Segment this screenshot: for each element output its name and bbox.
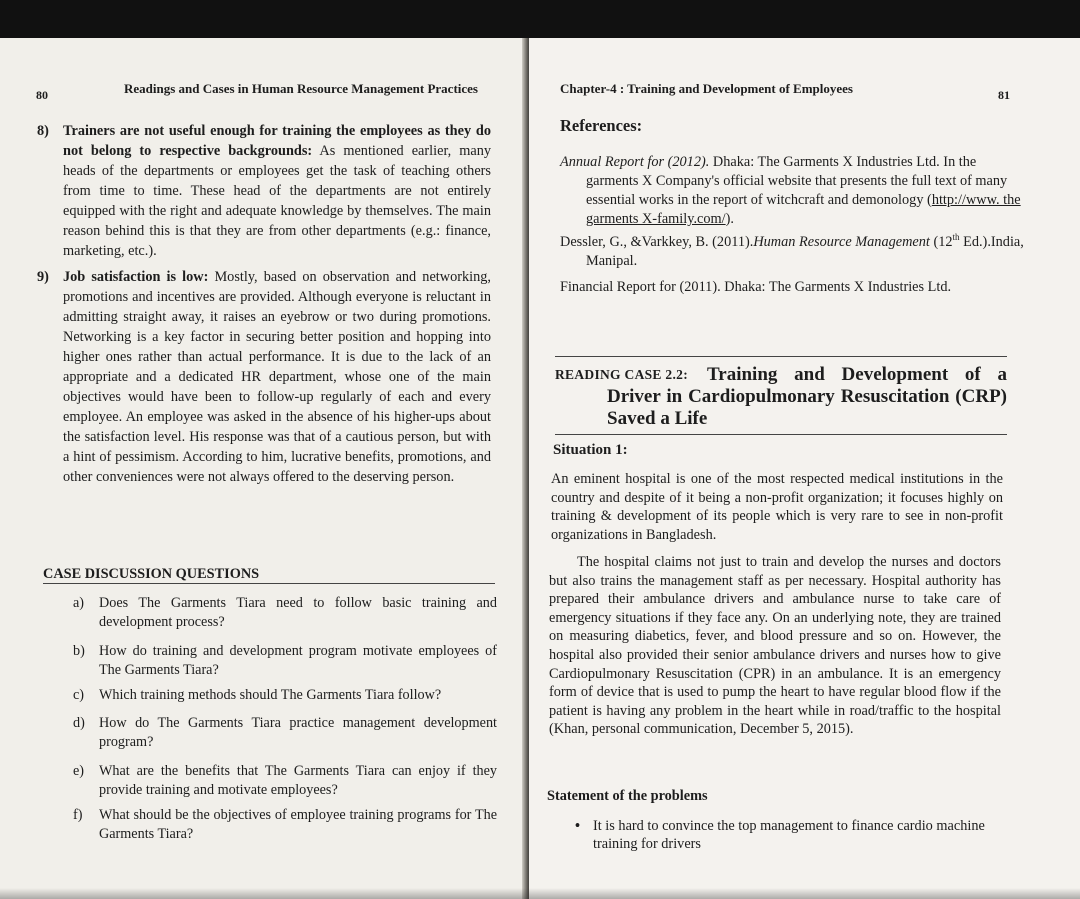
question-f-text: What should be the objectives of employee training programs for The Garments Tiara?: [99, 807, 497, 842]
question-c: [43, 686, 497, 705]
reference-dessler-end: Ed.).India, Manipal.: [586, 234, 1024, 269]
question-e-label: e): [73, 763, 85, 779]
question-d-label: d): [73, 715, 85, 731]
questions-rule: [43, 583, 495, 584]
running-head-right: Chapter-4 : Training and Development of Employees: [560, 81, 853, 96]
question-b-label: b): [73, 643, 85, 659]
item-9-number: 9): [37, 269, 49, 285]
reference-annual-report-text: Dhaka: The Garments X Industries Ltd. In the garments X Company's official website that presents the full text of many essential works in the report of witchcraft and demonology (: [586, 154, 1008, 208]
case-top-rule: [555, 356, 1007, 357]
question-c-label: c): [73, 687, 85, 703]
reference-link[interactable]: http://www. the garments X-family.com/: [586, 192, 1021, 227]
situation-heading: Situation 1:: [553, 442, 628, 458]
bottom-shadow: [0, 888, 1080, 899]
item-9-text: Mostly, based on observation and networking, promotions and incentives are provided. Although everyone is reluctant in admitting straight away, it raises an eyebrow or two during promotions. Networking is a key factor in securing better position and hopping into higher ones rather than actual performance. It is due to the lack of an appropriate and a dedicated HR department, whose one of the main objectives would have been to follow-up regularly of each and every employee. An employee was asked in the absence of his higher-ups about the satisfaction level. His response was that of a cautious person, but with a hint of pessimism. According to him, lucrative benefits, promotions, and other conveniences were not always offered to the deserving person.: [63, 269, 491, 485]
case-bottom-rule: [555, 434, 1007, 435]
running-head-left: Readings and Cases in Human Resource Management Practices: [124, 81, 478, 96]
question-a-label: a): [73, 595, 85, 611]
statement-heading: Statement of the problems: [547, 788, 708, 804]
reference-dessler-authors: Dessler, G., &Varkkey, B. (2011).: [560, 234, 754, 250]
case-label: READING CASE 2.2:: [555, 367, 688, 382]
references-heading: References:: [560, 116, 643, 135]
item-8-text: As mentioned earlier, many heads of the departments or employees get the task of teaching others from time to time. These head of the departments are not entirely equipped with the right and adequate knowledge by themselves. The main reason behind this is that they are from other departments (e.g.: finance, marketing, etc.).: [63, 143, 491, 259]
reference-annual-report-end: ).: [725, 211, 734, 227]
reference-dessler-edition: (12: [929, 234, 953, 250]
question-e-text: What are the benefits that The Garments Tiara can enjoy if they provide training and motivate employees?: [99, 763, 497, 798]
bullet-item-1-text: It is hard to convince the top management to finance cardio machine training for drivers: [593, 818, 985, 852]
paragraph-2: The hospital claims not just to train and develop the nurses and doctors but also trains the management staff as per necessary. Hospital authority has prepared their ambulance drivers and ambulance nurse to take care of emergency situations if they face any. On an underlying note, they are trained on measuring diabetics, fever, and blood pressure and so on. However, the hospital also provided their senior ambulance drivers and nurses how to give Cardiopulmonary Resuscitation (CPR) in an ambulance. It is an emergency form of device that is used to pump the heart to have regular blood flow if the patient is having any problem in the heart while in road/traffic to the hospital (Khan, personal communication, December 5, 2015).: [549, 554, 1001, 738]
question-b-text: How do training and development program motivate employees of The Garments Tiara?: [99, 643, 497, 678]
item-9: [37, 267, 491, 487]
item-8: [37, 121, 491, 261]
paragraph-1: An eminent hospital is one of the most respected medical institutions in the country and despite of it being a non-profit organization; it focuses highly on training & development of its people which is very rare to see in non-profit organizations in Bangladesh.: [551, 471, 1003, 543]
bullet-icon: •: [575, 818, 581, 834]
left-page: [0, 38, 526, 899]
question-d-text: How do The Garments Tiara practice management development program?: [99, 715, 497, 750]
item-8-heading: Trainers are not useful enough for training the employees as they do not belong to respective backgrounds:: [63, 123, 491, 159]
question-c-text: Which training methods should The Garments Tiara follow?: [99, 687, 442, 703]
reference-annual-report-title: Annual Report for (2012).: [560, 154, 710, 170]
item-8-number: 8): [37, 123, 49, 139]
question-a: [43, 594, 497, 632]
page-number-left: 80: [36, 88, 48, 102]
item-9-heading: Job satisfaction is low:: [63, 269, 209, 285]
top-dark-border: [0, 0, 1080, 38]
bullet-item-1: [575, 817, 1013, 853]
reference-dessler-sup: th: [952, 232, 960, 243]
right-page: [529, 38, 1080, 899]
question-a-text: Does The Garments Tiara need to follow basic training and development process?: [99, 595, 497, 630]
reference-dessler-title: Human Resource Management: [753, 234, 930, 250]
reference-financial-report: Financial Report for (2011). Dhaka: The Garments X Industries Ltd.: [560, 279, 952, 295]
question-b: [43, 642, 497, 680]
question-d: [43, 714, 497, 752]
question-e: [43, 762, 497, 800]
case-title: Training and Development of a Driver in Cardiopulmonary Resuscitation (CRP) Saved a Life: [607, 364, 1007, 429]
question-f: [43, 806, 497, 844]
page-number-right: 81: [998, 88, 1010, 102]
questions-heading: CASE DISCUSSION QUESTIONS: [43, 566, 260, 582]
reference-annual-report: [560, 153, 1030, 229]
question-f-label: f): [73, 807, 83, 823]
reference-dessler: [560, 233, 1030, 271]
